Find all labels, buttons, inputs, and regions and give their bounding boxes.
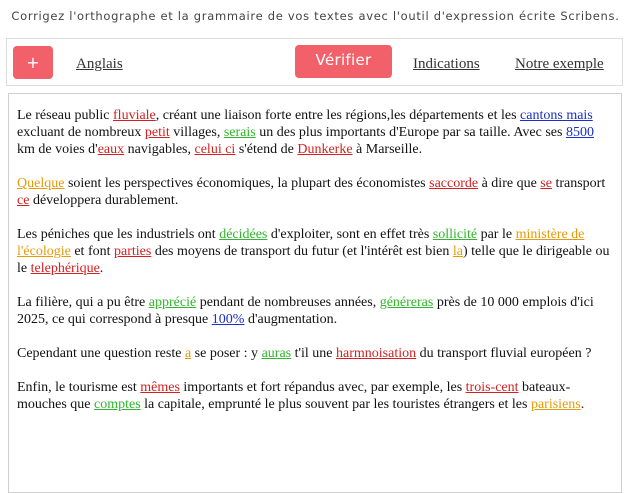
text-segment: se poser : y (191, 346, 262, 361)
error-word[interactable]: fluviale (113, 108, 156, 123)
text-segment: km de voies d' (17, 142, 98, 157)
error-word[interactable]: telephérique (30, 261, 100, 276)
error-word[interactable]: ce (17, 193, 30, 208)
language-link[interactable]: Anglais (76, 56, 123, 72)
error-word[interactable]: Quelque (17, 176, 65, 191)
text-segment: à dire que (478, 176, 541, 191)
error-word[interactable]: harmnoisation (336, 346, 417, 361)
error-word[interactable]: serais (223, 125, 256, 140)
error-word[interactable]: celui ci (194, 142, 236, 157)
text-segment: Le réseau public (17, 108, 114, 123)
text-segment: et font (70, 244, 114, 259)
verify-button[interactable]: Vérifier (295, 45, 392, 78)
text-segment: La filière, qui a pu être (17, 295, 149, 310)
text-segment: soient les perspectives économiques, la plupart des économistes (64, 176, 430, 191)
text-segment: un des plus importants d'Europe par sa taille. Avec ses (255, 125, 566, 140)
text-segment: . (99, 261, 104, 276)
text-segment: excluant de nombreux (17, 125, 145, 140)
text-segment: d'exploiter, sont en effet très (267, 227, 433, 242)
error-word[interactable]: comptes (93, 397, 141, 412)
error-word[interactable]: saccorde (429, 176, 479, 191)
text-segment: pendant de nombreuses années, (196, 295, 380, 310)
text-segment: du transport fluvial européen ? (416, 346, 592, 361)
text-segment: Enfin, le tourisme est (17, 380, 141, 395)
toolbar (6, 38, 623, 86)
text-segment: la capitale, emprunté le plus souvent par les touristes étrangers et les (140, 397, 531, 412)
text-segment: s'étend de (235, 142, 298, 157)
text-segment: transport (551, 176, 606, 191)
error-word[interactable]: cantons mais (520, 108, 593, 123)
text-segment: bateaux-mouches que (17, 380, 571, 412)
error-word[interactable]: ministère de l'écologie (17, 227, 585, 259)
indications-link[interactable]: Indications (413, 56, 480, 72)
text-segment: ) telle que le dirigeable ou le (17, 244, 610, 276)
error-word[interactable]: auras (261, 346, 292, 361)
text-segment: développera durablement. (29, 193, 179, 208)
example-link[interactable]: Notre exemple (515, 56, 604, 72)
text-segment: près de 10 000 emplois d'ici 2025, ce qui correspond à presque (17, 295, 594, 327)
paragraph-1 (17, 107, 612, 158)
error-word[interactable]: 100% (211, 312, 245, 327)
text-segment: . (580, 397, 585, 412)
text-segment: , créant une liaison forte entre les régions,les départements et les (155, 108, 521, 123)
error-word[interactable]: décidées (219, 227, 268, 242)
paragraph-6 (17, 379, 612, 413)
text-segment: des moyens de transport du futur (et l'intérêt est bien (151, 244, 453, 259)
error-word[interactable]: généreras (379, 295, 434, 310)
paragraph-3 (17, 226, 612, 277)
tagline: Corrigez l'orthographe et la grammaire de vos textes avec l'outil d'expression écrite Scribens. (11, 9, 620, 23)
text-segment: Cependant une question reste (17, 346, 185, 361)
text-segment: d'augmentation. (244, 312, 338, 327)
error-word[interactable]: apprécié (148, 295, 197, 310)
paragraph-2 (17, 175, 612, 209)
error-word[interactable]: sollicité (432, 227, 478, 242)
text-segment: navigables, (124, 142, 195, 157)
error-word[interactable]: petit (144, 125, 170, 140)
error-word[interactable]: parisiens (530, 397, 581, 412)
text-segment: par le (477, 227, 516, 242)
text-segment: villages, (169, 125, 224, 140)
text-editor[interactable] (8, 93, 622, 493)
error-word[interactable]: se (540, 176, 552, 191)
text-segment: à Marseille. (352, 142, 423, 157)
add-button[interactable]: + (13, 46, 53, 79)
error-word[interactable]: mêmes (140, 380, 180, 395)
error-word[interactable]: eaux (97, 142, 125, 157)
text-segment: t'il une (291, 346, 337, 361)
error-word[interactable]: a (184, 346, 192, 361)
error-word[interactable]: parties (114, 244, 152, 259)
text-segment: Les péniches que les industriels ont (17, 227, 220, 242)
paragraph-5 (17, 345, 612, 362)
text-segment: importants et fort répandus avec, par exemple, les (179, 380, 466, 395)
error-word[interactable]: la (452, 244, 463, 259)
paragraph-4 (17, 294, 612, 328)
error-word[interactable]: Dunkerke (297, 142, 353, 157)
error-word[interactable]: trois-cent (465, 380, 519, 395)
error-word[interactable]: 8500 (565, 125, 594, 140)
